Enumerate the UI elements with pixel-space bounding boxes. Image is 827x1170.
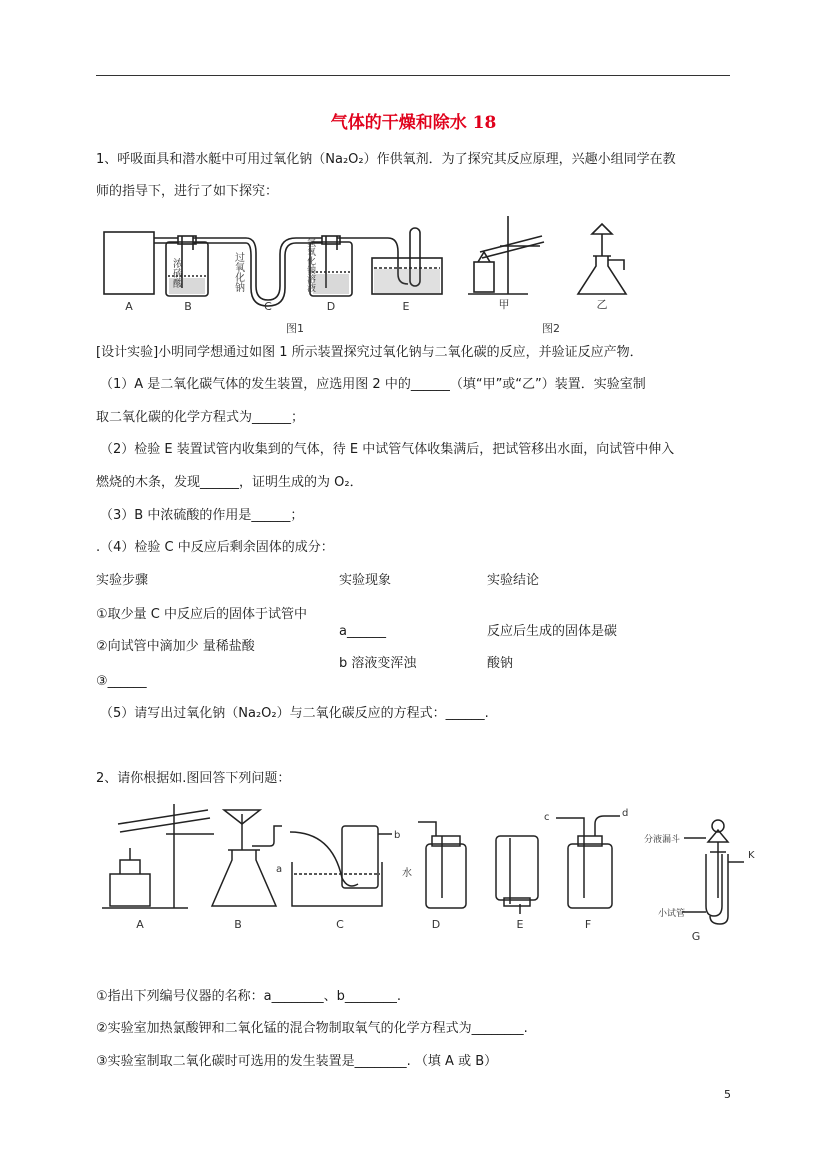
fig1-label-b: B (184, 300, 192, 313)
table-observation-a: a______ (339, 624, 386, 639)
fig-q2-label-a: A (136, 918, 144, 931)
fig2-label-jia: 甲 (498, 298, 510, 311)
table-conclusion-line2: 酸钠 (487, 656, 514, 671)
fig1-label-d: D (326, 300, 336, 313)
label-water: 水 (402, 868, 412, 879)
q1-p2-line1: （2）检验 E 装置试管内收集到的气体，待 E 中试管气体收集满后，把试管移出水面，向试管中伸入 (100, 442, 675, 457)
page-number: 5 (724, 1088, 731, 1101)
q1-p1-line1: （1）A 是二氧化碳气体的发生装置，应选用图 2 中的______（填“甲”或“乙”）装置．实验室制 (100, 377, 646, 392)
q2-s1: ①指出下列编号仪器的名称：a________、b________. (96, 989, 402, 1004)
label-k: K (748, 850, 755, 861)
header-rule (96, 75, 730, 76)
bottle-d-label: 氢氧化钠溶液 (305, 238, 315, 292)
q1-apparatus-figure (96, 208, 636, 338)
fig1-caption: 图1 (286, 322, 304, 335)
tube-c-label: 过氧化钠 (232, 252, 244, 292)
fig2-caption: 图2 (542, 322, 560, 335)
table-conclusion-line1: 反应后生成的固体是碳 (487, 624, 618, 639)
fig-q2-label-e: E (516, 918, 524, 931)
fig-q2-label-b: B (234, 918, 242, 931)
q1-p1-line2: 取二氧化碳的化学方程式为______； (96, 410, 305, 425)
label-b: b (394, 830, 401, 841)
q1-p3: （3）B 中浓硫酸的作用是______； (100, 508, 304, 523)
fig-q2-label-f: F (584, 918, 592, 931)
fig1-label-a: A (125, 300, 133, 313)
bottle-b-label: 浓硫酸 (170, 258, 182, 288)
q1-intro-line2: 师的指导下，进行了如下探究： (96, 184, 279, 199)
q2-intro: 2、请你根据如.图回答下列问题： (96, 771, 291, 786)
fig1-label-c: C (264, 300, 272, 313)
q2-apparatus-figure (96, 798, 776, 948)
label-d: d (622, 808, 629, 819)
table-header-conclusion: 实验结论 (487, 573, 540, 588)
table-header-observations: 实验现象 (339, 573, 392, 588)
fig1-label-e: E (402, 300, 410, 313)
table-header-steps: 实验步骤 (96, 573, 149, 588)
q1-design: [设计实验]小明同学想通过如图 1 所示装置探究过氧化钠与二氧化碳的反应，并验证反应产物． (96, 345, 643, 360)
page-title: 气体的干燥和除水 18 (330, 113, 497, 133)
q1-p5: （5）请写出过氧化钠（Na₂O₂）与二氧化碳反应的方程式：______. (100, 706, 489, 721)
fig-q2-label-g: G (691, 930, 701, 943)
label-small-test-tube: 小试管 (658, 909, 686, 919)
fig2-label-yi: 乙 (596, 298, 608, 311)
table-step3: ③______ (96, 674, 147, 689)
fig-q2-label-d: D (431, 918, 441, 931)
q1-intro-line1: 1、呼吸面具和潜水艇中可用过氧化钠（Na₂O₂）作供氧剂．为了探究其反应原理，兴趣小组同学在教 (96, 152, 676, 167)
table-observation-b: b 溶液变浑浊 (339, 656, 417, 671)
q2-s3: ③实验室制取二氧化碳时可选用的发生装置是________. （填 A 或 B） (96, 1054, 498, 1069)
q1-p4: .（4）检验 C 中反应后剩余固体的成分： (96, 540, 334, 555)
q1-p2-line2: 燃烧的木条，发现______，证明生成的为 O₂． (96, 475, 363, 490)
q2-s2: ②实验室加热氯酸钾和二氧化锰的混合物制取氧气的化学方程式为________. (96, 1021, 528, 1036)
label-separatory-funnel: 分液漏斗 (644, 835, 681, 845)
label-c: c (544, 812, 550, 823)
table-step1: ①取少量 C 中反应后的固体于试管中 (96, 607, 307, 622)
table-step2: ②向试管中滴加少 量稀盐酸 (96, 639, 255, 654)
fig-q2-label-c: C (336, 918, 344, 931)
label-a: a (276, 864, 283, 875)
